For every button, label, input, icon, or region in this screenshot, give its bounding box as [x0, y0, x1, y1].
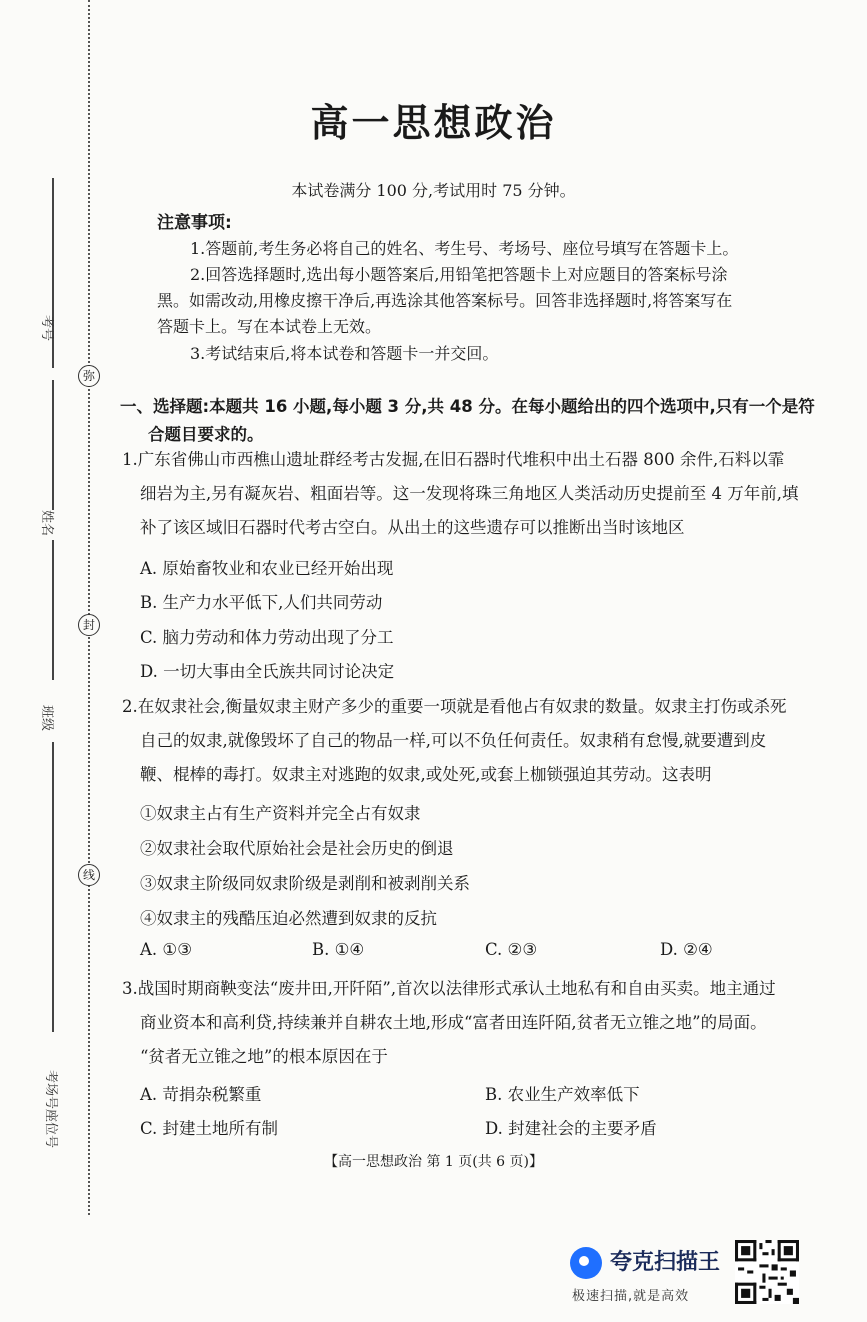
page-footer: 【高一思想政治 第 1 页(共 6 页)】: [324, 1154, 543, 1170]
q3-stem-line-1: 3.战国时期商鞅变法“废井田,开阡陌”,首次以法律形式承认土地私有和自由买卖。地主通过: [122, 979, 776, 998]
q3-option-a[interactable]: A. 苛捐杂税繁重: [140, 1085, 262, 1104]
margin-line-2: [52, 380, 54, 510]
label-room-seat: 考场号座位号: [43, 1070, 58, 1149]
notice-heading: 注意事项:: [157, 213, 232, 233]
q3-stem-line-3: “贫者无立锥之地”的根本原因在于: [140, 1047, 388, 1066]
qr-code-icon: [735, 1240, 799, 1304]
q2-statement-1: ①奴隶主占有生产资料并完全占有奴隶: [140, 804, 421, 823]
q2-statement-4: ④奴隶主的残酷压迫必然遭到奴隶的反抗: [140, 909, 437, 928]
section-heading-line-2: 合题目要求的。: [148, 425, 264, 444]
notice-line-4: 答题卡上。写在本试卷上无效。: [157, 317, 382, 336]
q2-statement-2: ②奴隶社会取代原始社会是社会历史的倒退: [140, 839, 454, 858]
q1-option-b[interactable]: B. 生产力水平低下,人们共同劳动: [140, 593, 383, 612]
label-exam-no: 考号: [39, 315, 54, 342]
scanner-slogan: 极速扫描,就是高效: [572, 1289, 690, 1304]
q2-option-b[interactable]: B. ①④: [312, 940, 365, 959]
q2-option-a[interactable]: A. ①③: [140, 940, 192, 959]
q1-option-a[interactable]: A. 原始畜牧业和农业已经开始出现: [140, 559, 394, 578]
seal-char-xian: 线: [78, 864, 100, 886]
q1-stem-line-3: 补了该区域旧石器时代考古空白。从出土的这些遗存可以推断出当时该地区: [140, 518, 685, 537]
q3-option-c[interactable]: C. 封建土地所有制: [140, 1119, 279, 1138]
section-heading-line-1: 一、选择题:本题共 16 小题,每小题 3 分,共 48 分。在每小题给出的四个选项中,只有一个是符: [120, 397, 815, 416]
q2-option-c[interactable]: C. ②③: [485, 940, 538, 959]
q2-statement-3: ③奴隶主阶级同奴隶阶级是剥削和被剥削关系: [140, 874, 470, 893]
q1-stem-line-2: 细岩为主,另有凝灰岩、粗面岩等。这一发现将珠三角地区人类活动历史提前至 4 万年前,填: [140, 484, 799, 503]
notice-line-3: 黑。如需改动,用橡皮擦干净后,再选涂其他答案标号。回答非选择题时,将答案写在: [157, 291, 733, 310]
seal-char-mi: 弥: [78, 365, 100, 387]
q2-stem-line-3: 鞭、棍棒的毒打。奴隶主对逃跑的奴隶,或处死,或套上枷锁强迫其劳动。这表明: [140, 765, 712, 784]
scanner-logo-icon: [570, 1247, 602, 1279]
q1-option-d[interactable]: D. 一切大事由全氏族共同讨论决定: [140, 662, 395, 681]
q2-stem-line-2: 自己的奴隶,就像毁坏了自己的物品一样,可以不负任何责任。奴隶稍有怠慢,就要遭到皮: [140, 731, 767, 750]
scanner-watermark: [570, 1243, 730, 1313]
q1-stem-line-1: 1.广东省佛山市西樵山遗址群经考古发掘,在旧石器时代堆积中出土石器 800 余件,石料以霏: [122, 450, 785, 469]
notice-line-1: 1.答题前,考生务必将自己的姓名、考生号、考场号、座位号填写在答题卡上。: [190, 239, 739, 258]
exam-title: 高一思想政治: [310, 101, 557, 145]
q2-option-d[interactable]: D. ②④: [660, 940, 713, 959]
notice-line-5: 3.考试结束后,将本试卷和答题卡一并交回。: [190, 344, 499, 363]
q3-option-b[interactable]: B. 农业生产效率低下: [485, 1085, 640, 1104]
seal-char-feng: 封: [78, 614, 100, 636]
scanner-brand-name: 夸克扫描王: [610, 1250, 721, 1275]
label-class: 班级: [39, 705, 54, 732]
label-name: 姓名: [39, 510, 54, 537]
q3-option-d[interactable]: D. 封建社会的主要矛盾: [485, 1119, 657, 1138]
q3-stem-line-2: 商业资本和高利贷,持续兼并自耕农土地,形成“富者田连阡陌,贫者无立锥之地”的局面。: [140, 1013, 767, 1032]
notice-line-2: 2.回答选择题时,选出每小题答案后,用铅笔把答题卡上对应题目的答案标号涂: [190, 265, 728, 284]
margin-line-4: [52, 742, 54, 1032]
exam-subtitle: 本试卷满分 100 分,考试用时 75 分钟。: [291, 181, 576, 200]
margin-line-3: [52, 540, 54, 680]
q2-stem-line-1: 2.在奴隶社会,衡量奴隶主财产多少的重要一项就是看他占有奴隶的数量。奴隶主打伤或杀死: [122, 697, 787, 716]
q1-option-c[interactable]: C. 脑力劳动和体力劳动出现了分工: [140, 628, 394, 647]
